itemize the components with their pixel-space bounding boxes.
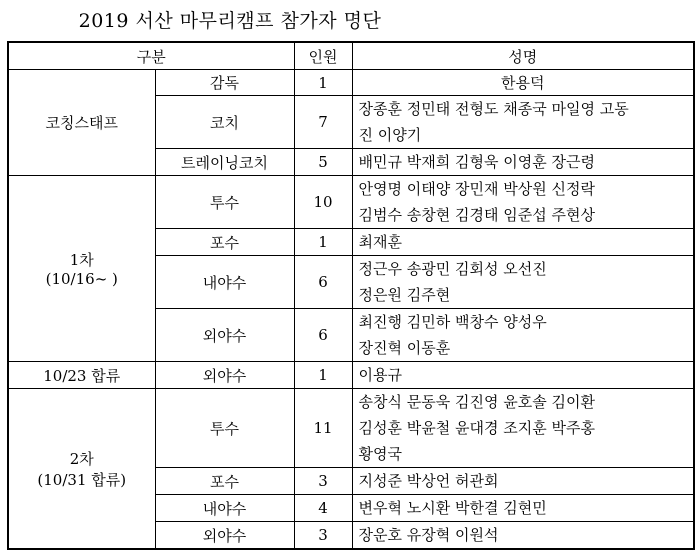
count-cell: 6	[294, 256, 352, 309]
names-line: 김범수 송창현 김경태 임준섭 주현상	[358, 206, 595, 224]
names-cell	[352, 256, 694, 309]
header-names: 성명	[352, 42, 694, 70]
group-cell-second: 2차 (10/31 합류)	[8, 389, 155, 550]
names-line: 김성훈 박윤철 윤대경 조지훈 박주홍	[358, 419, 595, 437]
count-cell: 7	[294, 96, 352, 149]
role-cell: 외야수	[155, 362, 294, 389]
names-cell	[352, 229, 694, 256]
names-line: 변우혁 노시환 박한결 김현민	[358, 499, 547, 517]
names-line: 장운호 유장혁 이원석	[358, 526, 499, 544]
names-cell	[352, 389, 694, 468]
names-line: 이용규	[358, 366, 402, 384]
names-line: 지성준 박상언 허관회	[358, 472, 499, 490]
role-cell: 포수	[155, 229, 294, 256]
names-cell	[352, 468, 694, 495]
names-line: 진 이양기	[358, 126, 422, 144]
count-cell: 1	[294, 229, 352, 256]
count-cell: 10	[294, 176, 352, 229]
names-cell	[352, 495, 694, 522]
group-cell-first: 1차 (10/16~ )	[8, 176, 155, 362]
names-cell	[352, 309, 694, 362]
count-cell: 11	[294, 389, 352, 468]
names-cell	[352, 96, 694, 149]
count-cell: 1	[294, 362, 352, 389]
names-line: 최진행 김민하 백창수 양성우	[358, 313, 547, 331]
names-line: 장종훈 정민태 전형도 채종국 마일영 고동	[358, 100, 629, 118]
names-cell	[352, 70, 694, 96]
role-cell: 내야수	[155, 495, 294, 522]
names-line: 정근우 송광민 김회성 오선진	[358, 260, 547, 278]
count-cell: 5	[294, 149, 352, 176]
role-cell: 투수	[155, 176, 294, 229]
page-title: 2019 서산 마무리캠프 참가자 명단	[78, 10, 382, 32]
names-cell	[352, 362, 694, 389]
role-cell: 코치	[155, 96, 294, 149]
role-cell: 포수	[155, 468, 294, 495]
header-group: 구분	[8, 42, 294, 70]
role-cell: 외야수	[155, 522, 294, 550]
group-cell-coaching: 코칭스태프	[8, 70, 155, 176]
role-cell: 투수	[155, 389, 294, 468]
names-cell	[352, 176, 694, 229]
role-cell: 트레이닝코치	[155, 149, 294, 176]
names-line: 황영국	[358, 445, 402, 463]
role-cell: 감독	[155, 70, 294, 96]
count-cell: 6	[294, 309, 352, 362]
count-cell: 3	[294, 468, 352, 495]
count-cell: 3	[294, 522, 352, 550]
names-line: 송창식 문동욱 김진영 윤호솔 김이환	[358, 393, 595, 411]
names-line: 안영명 이태양 장민재 박상원 신정락	[358, 180, 595, 198]
names-line: 장진혁 이동훈	[358, 339, 451, 357]
roster-table	[7, 41, 695, 550]
role-cell: 내야수	[155, 256, 294, 309]
header-count: 인원	[294, 42, 352, 70]
names-cell	[352, 522, 694, 550]
role-cell: 외야수	[155, 309, 294, 362]
names-line: 배민규 박재희 김형욱 이영훈 장근령	[358, 153, 595, 171]
table-row	[8, 176, 694, 229]
names-line: 한용덕	[501, 74, 545, 92]
count-cell: 4	[294, 495, 352, 522]
count-cell: 1	[294, 70, 352, 96]
table-row	[8, 70, 694, 96]
group-cell-join: 10/23 합류	[8, 362, 155, 389]
table-row	[8, 362, 694, 389]
names-cell	[352, 149, 694, 176]
table-row	[8, 389, 694, 468]
names-line: 정은원 김주현	[358, 286, 451, 304]
names-line: 최재훈	[358, 233, 402, 251]
table-header-row	[8, 42, 694, 70]
